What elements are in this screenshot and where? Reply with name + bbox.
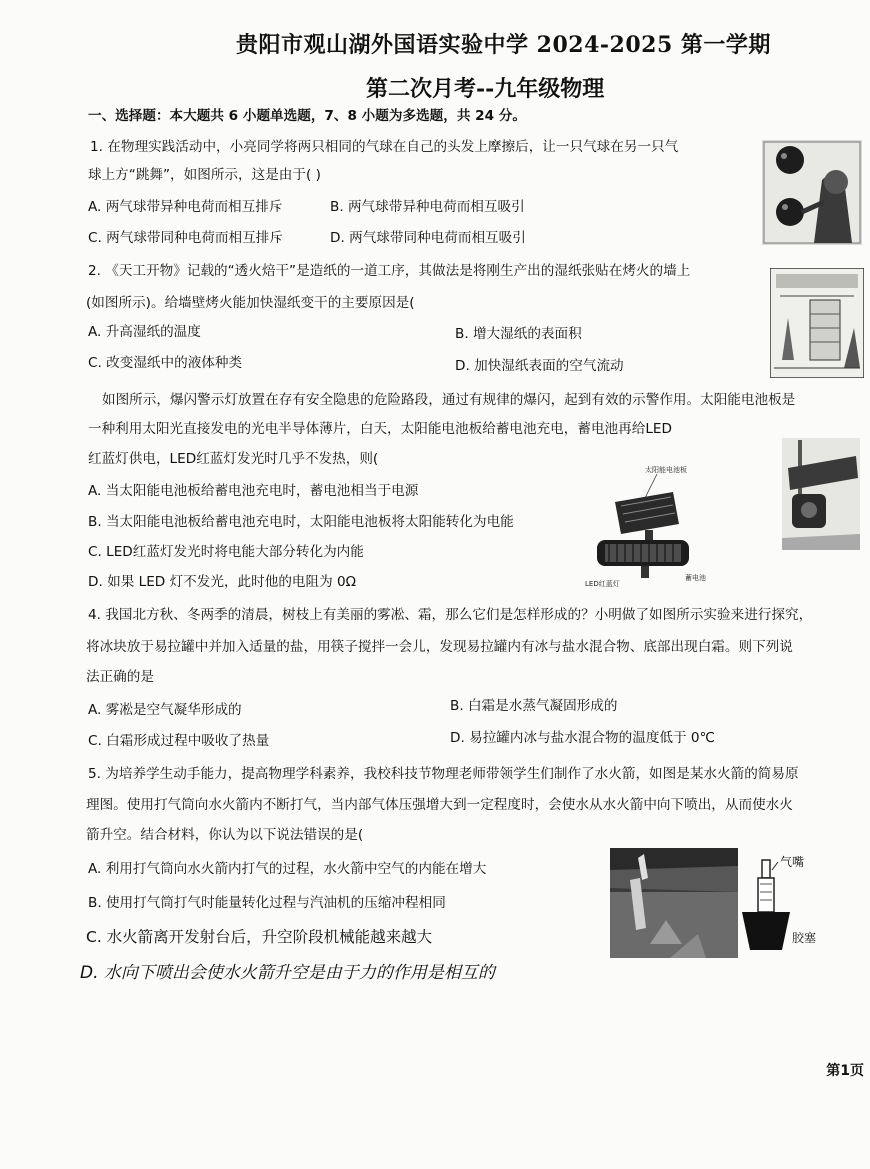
q1-option-d: D. 两气球带同种电荷而相互吸引 (330, 230, 526, 246)
q1-option-c: C. 两气球带同种电荷而相互排斥 (88, 230, 283, 246)
q4-stem-line3: 法正确的是 (86, 669, 154, 685)
q3-label-solar-panel: 太阳能电池板 (645, 466, 687, 474)
q4-option-d: D. 易拉罐内冰与盐水混合物的温度低于 0℃ (450, 730, 715, 746)
q5-option-c: C. 水火箭离开发射台后，升空阶段机械能越来越大 (86, 928, 433, 946)
page-number: 第1页 (826, 1063, 864, 1079)
q1-stem-line2: 球上方“跳舞”，如图所示，这是由于( ) (88, 167, 321, 183)
q5-rocket-diagram (738, 852, 828, 952)
q4-option-c: C. 白霜形成过程中吸收了热量 (88, 733, 270, 749)
q5-option-a: A. 利用打气筒向水火箭内打气的过程，水火箭中空气的内能在增大 (88, 861, 487, 877)
q1-option-b: B. 两气球带异种电荷而相互吸引 (330, 199, 525, 215)
q2-paper-drying-figure (770, 268, 864, 378)
q5-label-nozzle: 气嘴 (780, 855, 805, 869)
q3-warning-light-figure (585, 462, 720, 590)
q3-option-a: A. 当太阳能电池板给蓄电池充电时，蓄电池相当于电源 (88, 483, 419, 499)
q3-warning-light-photo (782, 438, 860, 550)
q4-stem-line2: 将冰块放于易拉罐中并加入适量的盐，用筷子搅拌一会儿，发现易拉罐内有冰与盐水混合物、底部出现白霜。则下列说 (86, 639, 793, 655)
q4-option-a: A. 雾凇是空气凝华形成的 (88, 702, 242, 718)
section-heading: 一、选择题：本大题共 6 小题单选题，7、8 小题为多选题，共 24 分。 (88, 108, 526, 124)
q2-option-d: D. 加快湿纸表面的空气流动 (455, 358, 624, 374)
q3-stem-line3: 红蓝灯供电，LED红蓝灯发光时几乎不发热，则( (88, 451, 379, 467)
exam-title-line1: 贵阳市观山湖外国语实验中学 2024-2025 第一学期 (236, 32, 771, 58)
q3-label-battery: 蓄电池 (685, 574, 706, 582)
q1-balloon-figure (762, 140, 862, 245)
q5-option-b: B. 使用打气筒打气时能量转化过程与汽油机的压缩冲程相同 (88, 895, 446, 911)
q4-stem-line1: 4. 我国北方秋、冬两季的清晨，树枝上有美丽的雾凇、霜，那么它们是怎样形成的？小明做了如图所示实验来进行探究， (88, 607, 813, 623)
q3-stem-line1: 如图所示，爆闪警示灯放置在存有安全隐患的危险路段，通过有规律的爆闪，起到有效的示警作用。太阳能电池板是 (102, 392, 796, 408)
q1-option-a: A. 两气球带异种电荷而相互排斥 (88, 199, 283, 215)
q5-stem-line2: 理图。使用打气筒向水火箭内不断打气，当内部气体压强增大到一定程度时，会使水从水火箭中向下喷出，从而使水火 (86, 797, 793, 813)
q5-stem-line1: 5. 为培养学生动手能力，提高物理学科素养，我校科技节物理老师带领学生们制作了水火箭，如图是某水火箭的简易原 (88, 766, 799, 782)
q3-option-c: C. LED红蓝灯发光时将电能大部分转化为内能 (88, 544, 364, 560)
q4-option-b: B. 白霜是水蒸气凝固形成的 (450, 698, 618, 714)
q2-stem-line2: (如图所示)。给墙壁烤火能加快湿纸变干的主要原因是( (86, 295, 415, 311)
q3-option-d: D. 如果 LED 灯不发光，此时他的电阻为 0Ω (88, 574, 357, 590)
q3-stem-line2: 一种利用太阳光直接发电的光电半导体薄片，白天，太阳能电池板给蓄电池充电，蓄电池再给LED (88, 421, 672, 437)
q1-stem-line1: 1. 在物理实践活动中，小亮同学将两只相同的气球在自己的头发上摩擦后，让一只气球在另一只气 (90, 139, 679, 155)
q2-option-c: C. 改变湿纸中的液体种类 (88, 355, 243, 371)
q2-option-a: A. 升高湿纸的温度 (88, 324, 201, 340)
q5-stem-line3: 箭升空。结合材料，你认为以下说法错误的是( (86, 827, 364, 843)
q2-stem-line1: 2. 《天工开物》记载的“透火焙干”是造纸的一道工序，其做法是将刚生产出的湿纸张贴在烤火的墙上 (88, 263, 691, 279)
q5-label-stopper: 胶塞 (792, 931, 817, 945)
q5-rocket-photo (610, 848, 738, 958)
q3-label-led: LED红蓝灯 (585, 580, 620, 588)
exam-title-line2: 第二次月考--九年级物理 (366, 76, 605, 102)
q2-option-b: B. 增大湿纸的表面积 (455, 326, 582, 342)
q5-option-d: D. 水向下喷出会使水火箭升空是由于力的作用是相互的 (80, 963, 495, 983)
q3-option-b: B. 当太阳能电池板给蓄电池充电时，太阳能电池板将太阳能转化为电能 (88, 514, 514, 530)
